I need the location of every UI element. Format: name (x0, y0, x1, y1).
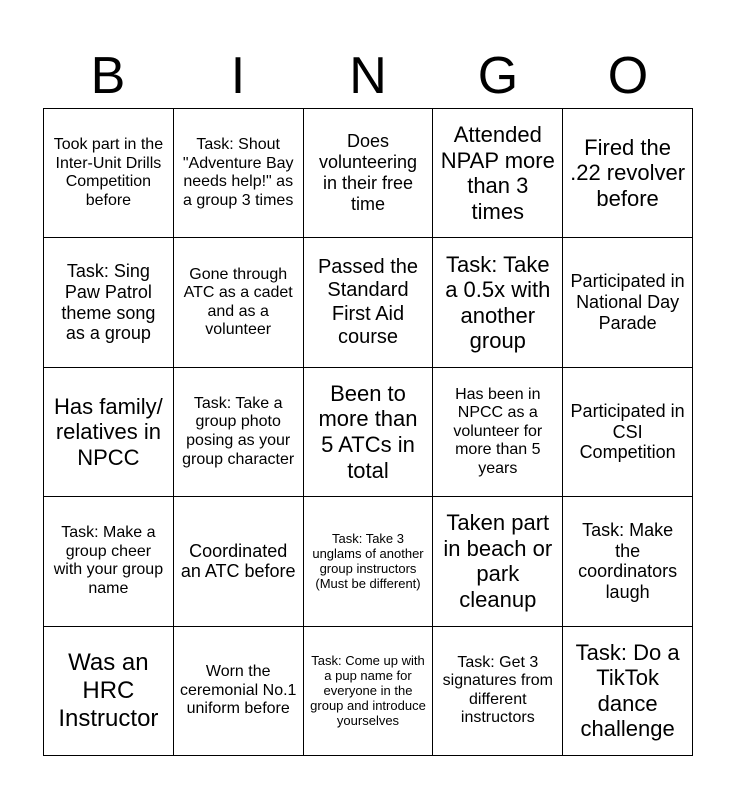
header-letter-o: O (607, 47, 649, 105)
bingo-cell-r1-c3[interactable]: Does volunteering in their free time (304, 109, 434, 238)
bingo-cell-r5-c5[interactable]: Task: Do a TikTok dance challenge (563, 627, 693, 756)
bingo-cell-r5-c4[interactable]: Task: Get 3 signatures from different instructors (433, 627, 563, 756)
bingo-cell-r4-c1[interactable]: Task: Make a group cheer with your group name (44, 497, 174, 626)
bingo-cell-r2-c1[interactable]: Task: Sing Paw Patrol theme song as a group (44, 238, 174, 367)
bingo-cell-r5-c2[interactable]: Worn the ceremonial No.1 uniform before (174, 627, 304, 756)
bingo-grid (43, 108, 693, 756)
bingo-cell-r4-c3[interactable]: Task: Take 3 unglams of another group instructors (Must be different) (304, 497, 434, 626)
bingo-cell-r4-c2[interactable]: Coordinated an ATC before (174, 497, 304, 626)
bingo-cell-r4-c4[interactable]: Taken part in beach or park cleanup (433, 497, 563, 626)
bingo-cell-r2-c4[interactable]: Task: Take a 0.5x with another group (433, 238, 563, 367)
bingo-cell-r1-c5[interactable]: Fired the .22 revolver before (563, 109, 693, 238)
bingo-cell-r3-c2[interactable]: Task: Take a group photo posing as your group character (174, 368, 304, 497)
bingo-cell-r5-c1[interactable]: Was an HRC Instructor (44, 627, 174, 756)
bingo-cell-r1-c4[interactable]: Attended NPAP more than 3 times (433, 109, 563, 238)
bingo-cell-r4-c5[interactable]: Task: Make the coordinators laugh (563, 497, 693, 626)
header-letter-b: B (90, 47, 126, 105)
bingo-header (43, 44, 693, 108)
bingo-cell-r3-c5[interactable]: Participated in CSI Competition (563, 368, 693, 497)
bingo-cell-r3-c1[interactable]: Has family/ relatives in NPCC (44, 368, 174, 497)
bingo-cell-r3-c3[interactable]: Been to more than 5 ATCs in total (304, 368, 434, 497)
header-letter-g: G (477, 47, 519, 105)
bingo-cell-r1-c1[interactable]: Took part in the Inter-Unit Drills Competition before (44, 109, 174, 238)
bingo-cell-r2-c5[interactable]: Participated in National Day Parade (563, 238, 693, 367)
header-letter-n: N (349, 47, 387, 105)
bingo-cell-r5-c3[interactable]: Task: Come up with a pup name for everyone in the group and introduce yourselves (304, 627, 434, 756)
header-letter-i: I (230, 47, 246, 105)
bingo-cell-r3-c4[interactable]: Has been in NPCC as a volunteer for more than 5 years (433, 368, 563, 497)
bingo-cell-r1-c2[interactable]: Task: Shout "Adventure Bay needs help!" as a group 3 times (174, 109, 304, 238)
bingo-cell-r2-c2[interactable]: Gone through ATC as a cadet and as a volunteer (174, 238, 304, 367)
bingo-cell-r2-c3[interactable]: Passed the Standard First Aid course (304, 238, 434, 367)
